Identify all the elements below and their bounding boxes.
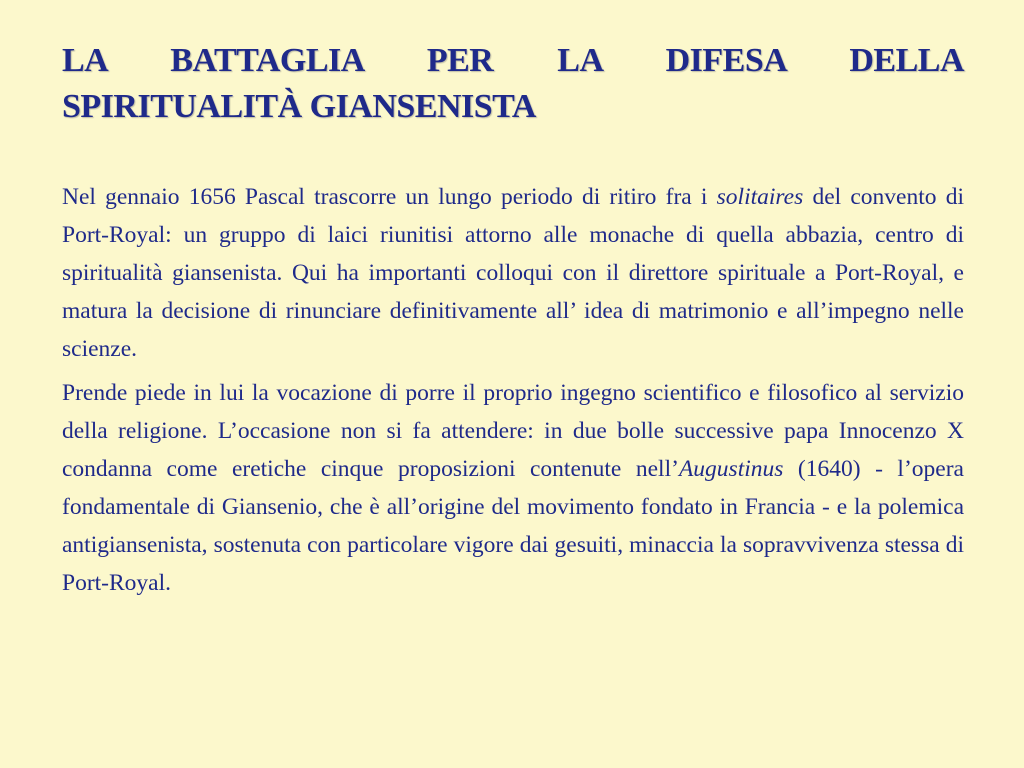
paragraph-2 <box>62 374 964 602</box>
slide-title <box>62 38 964 130</box>
slide-title-line-2: SPIRITUALITÀ GIANSENISTA <box>62 88 536 125</box>
paragraph-2-italic-term: Augustinus <box>678 456 784 482</box>
slide-body <box>62 178 964 608</box>
paragraph-2-text-a: Prende piede in lui la vocazione di porre il proprio ingegno scientifico e filosofico al servizio della religione. L’occasione non si fa attendere: in due bolle successive papa Innocenzo X condanna come eretiche cinque proposizioni contenute nell’ <box>62 380 964 482</box>
slide-title-line-1: LA BATTAGLIA PER LA DIFESA DELLA <box>62 42 964 79</box>
paragraph-1-text-b: del convento di Port-Royal: un gruppo di laici riunitisi attorno alle monache di quella abbazia, centro di spiritualità giansenista. Qui ha importanti colloqui con il direttore spirituale a Port-Royal, e matura la decisione di rinunciare definitivamente all’ idea di matrimonio e all’impegno nelle scienze. <box>62 184 964 362</box>
paragraph-1 <box>62 178 964 368</box>
paragraph-2-text-b: (1640) - l’opera fondamentale di Giansenio, che è all’origine del movimento fondato in Francia - e la polemica antigiansenista, sostenuta con particolare vigore dai gesuiti, minaccia la sopravvivenza stessa di Port-Royal. <box>62 456 964 596</box>
paragraph-1-text-a: Nel gennaio 1656 Pascal trascorre un lungo periodo di ritiro fra i <box>62 184 717 210</box>
paragraph-1-italic-term: solitaires <box>716 184 804 210</box>
